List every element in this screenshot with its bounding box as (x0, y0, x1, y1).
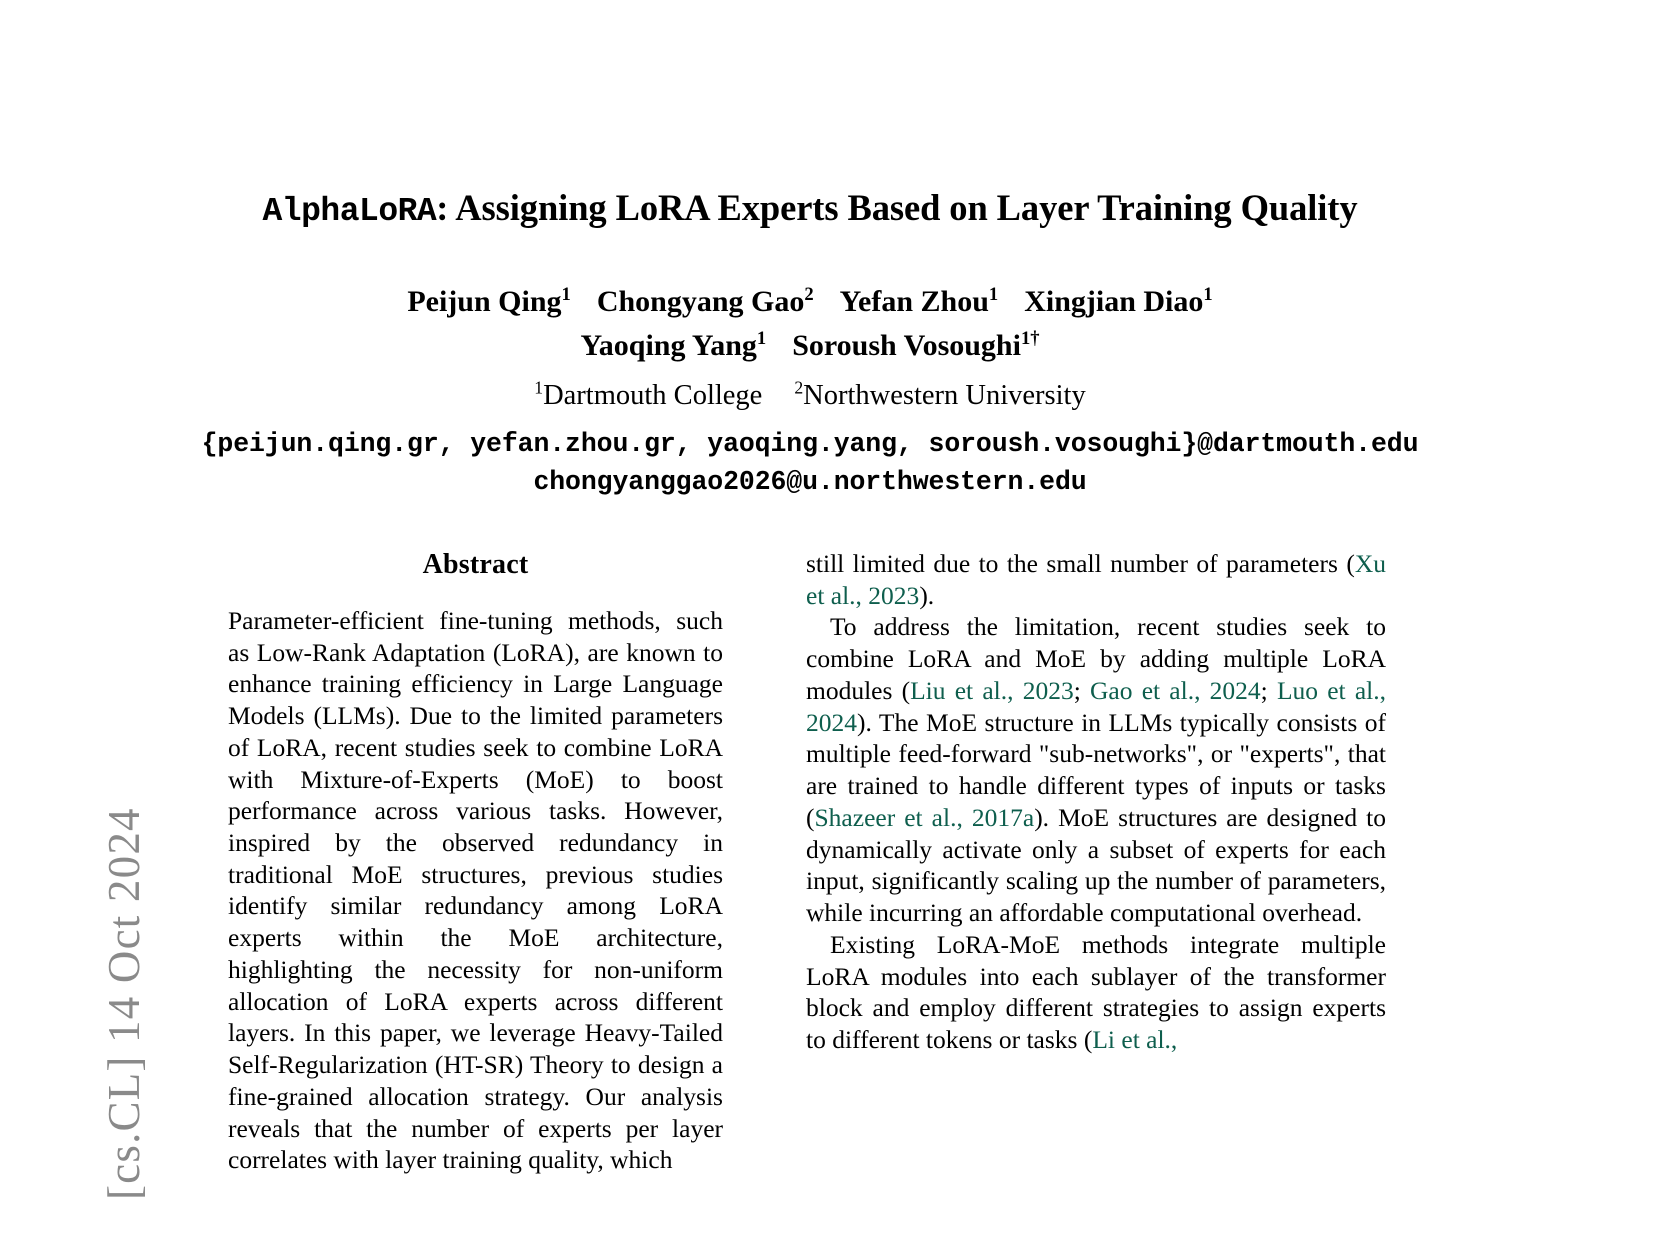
citation-link[interactable]: Li et al., (1092, 1025, 1178, 1055)
citation-link[interactable]: Liu et al., 2023 (910, 675, 1074, 705)
author-chongyang-gao: Chongyang Gao$^2$ (596, 283, 814, 318)
author-soroush-vosoughi: Soroush Vosoughi$^{1\dagger}$ (792, 328, 1040, 363)
paper-header (160, 186, 1460, 501)
body-text: ; (1260, 675, 1277, 705)
body-text: ). MoE structures are designed to dynamically activate only a subset of experts for each input, significantly scaling up the number of parameters, while incurring an affordable computational overhead. (806, 802, 1386, 928)
author-yaoqing-yang: Yaoqing Yang$^1$ (580, 328, 767, 363)
author-peijun-qing: Peijun Qing$^1$ (407, 283, 571, 318)
author-yefan-zhou: Yefan Zhou$^1$ (839, 283, 999, 318)
email-line-dartmouth: {peijun.qing.gr, yefan.zhou.gr, yaoqing.yang, soroush.vosoughi}@dartmouth.edu (201, 429, 1419, 460)
author-row-2 (160, 324, 1460, 368)
abstract-column (228, 548, 723, 1176)
author-list (160, 280, 1460, 501)
body-text: still limited due to the small number of parameters ( (806, 549, 1355, 578)
affiliation-dartmouth: $^1$Dartmouth College (534, 377, 763, 412)
two-column-body (0, 548, 1654, 1248)
abstract-heading: Abstract (422, 549, 529, 580)
affiliation-northwestern: $^2$Northwestern University (794, 377, 1086, 412)
abstract-body: Parameter-efficient fine-tuning methods, such as Low-Rank Adaptation (LoRA), are known to enhance training efficiency in Large Language Models (LLMs). Due to the limited parameters of LoRA, recent studies seek to combine LoRA with Mixture-of-Experts (MoE) to boost performance across various tasks. However, inspired by the observed redundancy in traditional MoE structures, previous studies identify similar redundancy among LoRA experts within the MoE architecture, highlighting the necessity for non-uniform allocation of LoRA experts across different layers. In this paper, we leverage Heavy-Tailed Self-Regularization (HT-SR) Theory to design a fine-grained allocation strategy. Our analysis reveals that the number of experts per layer correlates with layer training quality, which (228, 605, 723, 1175)
page-title-rest: : Assigning LoRA Experts Based on Layer Training Quality (436, 187, 1358, 228)
affiliation-list (160, 376, 1460, 416)
body-text: ; (1073, 675, 1090, 705)
email-line-northwestern: chongyanggao2026@u.northwestern.edu (533, 466, 1087, 497)
author-xingjian-diao: Xingjian Diao$^1$ (1024, 283, 1213, 318)
citation-link[interactable]: Xu et al., 2023 (806, 549, 1386, 610)
email-block (160, 426, 1460, 501)
page-title (160, 186, 1460, 232)
author-row-1 (160, 280, 1460, 324)
citation-link[interactable]: Gao et al., 2024 (1090, 675, 1261, 705)
page-title-mono-part: AlphaLoRA (262, 193, 437, 230)
body-text: Existing LoRA-MoE methods integrate multiple LoRA modules into each sublayer of the transformer block and employ different strategies to assign experts to different tokens or tasks ( (806, 929, 1386, 1055)
citation-link[interactable]: Shazeer et al., 2017a (814, 802, 1035, 832)
intro-paragraph (806, 611, 1386, 928)
intro-paragraph (806, 929, 1386, 1056)
arxiv-stamp-text: [cs.CL] 14 Oct 2024 (99, 807, 149, 1200)
body-text: To address the limitation, recent studies seek to combine LoRA and MoE by adding multiple LoRA modules ( (806, 612, 1386, 705)
introduction-column (806, 548, 1386, 1056)
intro-paragraph (806, 548, 1386, 611)
body-text: ). The MoE structure in LLMs typically consists of multiple feed-forward "sub-networks", or "experts", that are trained to handle different types of inputs or tasks ( (806, 707, 1386, 832)
citation-link[interactable]: Luo et al., 2024 (806, 675, 1386, 737)
body-text: ). (919, 580, 935, 610)
